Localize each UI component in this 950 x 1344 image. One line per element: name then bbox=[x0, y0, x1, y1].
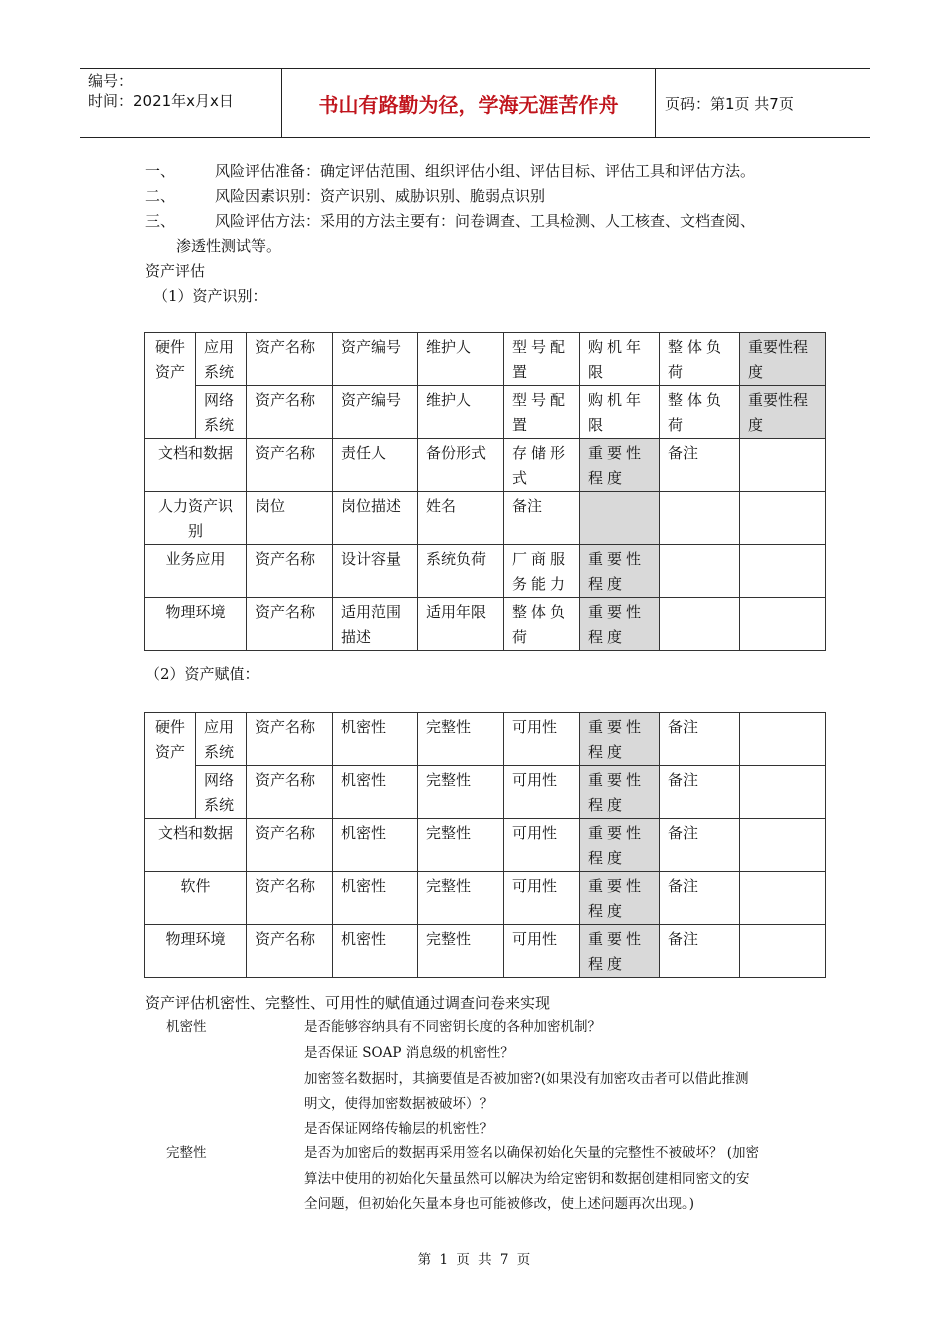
table-cell bbox=[740, 492, 826, 545]
table-row bbox=[145, 872, 826, 925]
table-cell: 备注 bbox=[660, 872, 740, 925]
subsection-asset-valuation: （2）资产赋值： bbox=[145, 665, 260, 683]
table-row bbox=[145, 819, 826, 872]
table-cell: 可用性 bbox=[504, 872, 580, 925]
page-header bbox=[80, 68, 870, 138]
page-footer: 第 1 页 共 7 页 bbox=[417, 1252, 533, 1268]
table-cell bbox=[740, 925, 826, 978]
table-cell: 应用系统 bbox=[196, 713, 247, 766]
header-meta bbox=[80, 69, 282, 137]
table-cell: 责任人 bbox=[333, 439, 418, 492]
survey-question: 明文，使得加密数据被破坏）？ bbox=[304, 1096, 493, 1112]
table-cell: 维护人 bbox=[418, 333, 504, 386]
table-cell: 存储形式 bbox=[504, 439, 580, 492]
intro-text: 风险评估准备：确定评估范围、组织评估小组、评估目标、评估工具和评估方法。 bbox=[215, 162, 756, 180]
table-cell: 厂商服务能力 bbox=[504, 545, 580, 598]
table-cell bbox=[740, 872, 826, 925]
table-cell: 重要性程度 bbox=[580, 766, 660, 819]
survey-question: 算法中使用的初始化矢量虽然可以解决为给定密钥和数据创建相同密文的安 bbox=[304, 1171, 750, 1187]
table-cell: 重要性程度 bbox=[580, 439, 660, 492]
table-cell: 设计容量 bbox=[333, 545, 418, 598]
table-cell bbox=[740, 713, 826, 766]
survey-question: 加密签名数据时，其摘要值是否被加密?(如果没有加密攻击者可以借此推测 bbox=[304, 1071, 749, 1087]
table-cell: 机密性 bbox=[333, 766, 418, 819]
table-row bbox=[145, 545, 826, 598]
table-cell: 业务应用 bbox=[145, 545, 247, 598]
table-cell: 备注 bbox=[504, 492, 580, 545]
intro-number: 一、 bbox=[145, 162, 176, 180]
table-cell: 资产名称 bbox=[247, 439, 333, 492]
intro-number: 三、 bbox=[145, 212, 176, 230]
table-cell: 人力资产识别 bbox=[145, 492, 247, 545]
table-cell: 资产名称 bbox=[247, 766, 333, 819]
table-cell: 可用性 bbox=[504, 925, 580, 978]
table-cell: 备注 bbox=[660, 766, 740, 819]
table-cell: 机密性 bbox=[333, 713, 418, 766]
table-cell: 备注 bbox=[660, 713, 740, 766]
table-cell: 资产名称 bbox=[247, 386, 333, 439]
doc-number-label: 编号： bbox=[88, 72, 134, 90]
intro-continuation: 渗透性测试等。 bbox=[176, 237, 282, 255]
table-cell: 适用年限 bbox=[418, 598, 504, 651]
table-row bbox=[145, 713, 826, 766]
table-cell: 网络系统 bbox=[196, 386, 247, 439]
table-cell: 机密性 bbox=[333, 872, 418, 925]
intro-text: 风险因素识别：资产识别、威胁识别、脆弱点识别 bbox=[215, 187, 546, 205]
table-cell: 购机年限 bbox=[580, 386, 660, 439]
header-motto: 书山有路勤为径，学海无涯苦作舟 bbox=[282, 69, 656, 137]
table-cell: 重要性程度 bbox=[580, 598, 660, 651]
table-cell: 重要性程度 bbox=[580, 872, 660, 925]
survey-question: 是否能够容纳具有不同密钥长度的各种加密机制？ bbox=[304, 1019, 601, 1035]
table-cell: 整体负荷 bbox=[660, 386, 740, 439]
survey-title: 资产评估机密性、完整性、可用性的赋值通过调查问卷来实现 bbox=[145, 994, 551, 1012]
table-cell bbox=[660, 492, 740, 545]
table-cell: 重要性程度 bbox=[580, 925, 660, 978]
table-cell: 完整性 bbox=[418, 766, 504, 819]
table-cell: 重要性程度 bbox=[580, 819, 660, 872]
table-cell: 资产编号 bbox=[333, 333, 418, 386]
intro-number: 二、 bbox=[145, 187, 176, 205]
table-cell: 重要性程度 bbox=[580, 713, 660, 766]
table-cell: 资产名称 bbox=[247, 713, 333, 766]
table-cell: 资产编号 bbox=[333, 386, 418, 439]
table-cell: 完整性 bbox=[418, 925, 504, 978]
table-row bbox=[145, 439, 826, 492]
table-cell: 系统负荷 bbox=[418, 545, 504, 598]
table-cell: 可用性 bbox=[504, 713, 580, 766]
survey-question: 是否为加密后的数据再采用签名以确保初始化矢量的完整性不被破坏？ (加密 bbox=[304, 1145, 760, 1161]
table-cell: 岗位描述 bbox=[333, 492, 418, 545]
table-cell: 重要性程度 bbox=[580, 545, 660, 598]
table-cell: 姓名 bbox=[418, 492, 504, 545]
table-cell: 岗位 bbox=[247, 492, 333, 545]
table-cell: 资产名称 bbox=[247, 872, 333, 925]
table-cell: 备注 bbox=[660, 925, 740, 978]
table-cell: 完整性 bbox=[418, 819, 504, 872]
table-cell bbox=[580, 492, 660, 545]
hardware-asset-cell: 硬件资产 bbox=[145, 713, 196, 819]
intro-text: 风险评估方法：采用的方法主要有：问卷调查、工具检测、人工核查、文档查阅、 bbox=[215, 212, 756, 230]
table-row bbox=[145, 386, 826, 439]
table-cell: 整体负荷 bbox=[504, 598, 580, 651]
table-cell bbox=[740, 766, 826, 819]
table-cell bbox=[740, 439, 826, 492]
table-cell: 备份形式 bbox=[418, 439, 504, 492]
table-row bbox=[145, 333, 826, 386]
table-cell bbox=[660, 545, 740, 598]
table-cell: 重要性程度 bbox=[740, 333, 826, 386]
survey-question: 是否保证网络传输层的机密性？ bbox=[304, 1121, 493, 1137]
table-row bbox=[145, 766, 826, 819]
table-cell: 型号配置 bbox=[504, 333, 580, 386]
table-row bbox=[145, 925, 826, 978]
table-cell: 文档和数据 bbox=[145, 819, 247, 872]
table-cell: 机密性 bbox=[333, 819, 418, 872]
table-cell bbox=[740, 819, 826, 872]
table-cell: 网络系统 bbox=[196, 766, 247, 819]
table-cell: 适用范围描述 bbox=[333, 598, 418, 651]
table-cell: 软件 bbox=[145, 872, 247, 925]
table-cell: 维护人 bbox=[418, 386, 504, 439]
table-cell: 机密性 bbox=[333, 925, 418, 978]
table-cell: 完整性 bbox=[418, 872, 504, 925]
table-cell: 资产名称 bbox=[247, 819, 333, 872]
table-cell bbox=[740, 545, 826, 598]
table-cell: 型号配置 bbox=[504, 386, 580, 439]
table-cell: 备注 bbox=[660, 819, 740, 872]
hardware-asset-cell: 硬件资产 bbox=[145, 333, 196, 439]
survey-question: 是否保证 SOAP 消息级的机密性？ bbox=[304, 1045, 514, 1061]
table-cell: 完整性 bbox=[418, 713, 504, 766]
intro-item-2 bbox=[145, 185, 545, 207]
asset-identification-table bbox=[144, 332, 826, 651]
table-cell bbox=[660, 598, 740, 651]
table-cell: 物理环境 bbox=[145, 598, 247, 651]
section-title: 资产评估 bbox=[145, 262, 206, 280]
subsection-asset-identification: （1）资产识别： bbox=[153, 287, 268, 305]
doc-time-label: 时间：2021年x月x日 bbox=[88, 92, 234, 110]
table-cell: 文档和数据 bbox=[145, 439, 247, 492]
confidentiality-label: 机密性 bbox=[166, 1019, 207, 1035]
table-cell: 应用系统 bbox=[196, 333, 247, 386]
table-cell: 可用性 bbox=[504, 819, 580, 872]
table-row bbox=[145, 598, 826, 651]
intro-item-3 bbox=[145, 210, 755, 232]
table-cell: 资产名称 bbox=[247, 333, 333, 386]
table-cell: 物理环境 bbox=[145, 925, 247, 978]
survey-question: 全问题，但初始化矢量本身也可能被修改，使上述问题再次出现。) bbox=[304, 1196, 695, 1212]
table-cell: 资产名称 bbox=[247, 545, 333, 598]
intro-item-1 bbox=[145, 160, 755, 182]
table-cell: 重要性程度 bbox=[740, 386, 826, 439]
table-cell: 资产名称 bbox=[247, 925, 333, 978]
table-row bbox=[145, 492, 826, 545]
table-cell bbox=[740, 598, 826, 651]
integrity-label: 完整性 bbox=[166, 1145, 207, 1161]
header-page-info: 页码：第1页 共7页 bbox=[665, 94, 794, 113]
table-cell: 备注 bbox=[660, 439, 740, 492]
table-cell: 可用性 bbox=[504, 766, 580, 819]
table-cell: 资产名称 bbox=[247, 598, 333, 651]
table-cell: 购机年限 bbox=[580, 333, 660, 386]
table-cell: 整体负荷 bbox=[660, 333, 740, 386]
asset-valuation-table bbox=[144, 712, 826, 978]
